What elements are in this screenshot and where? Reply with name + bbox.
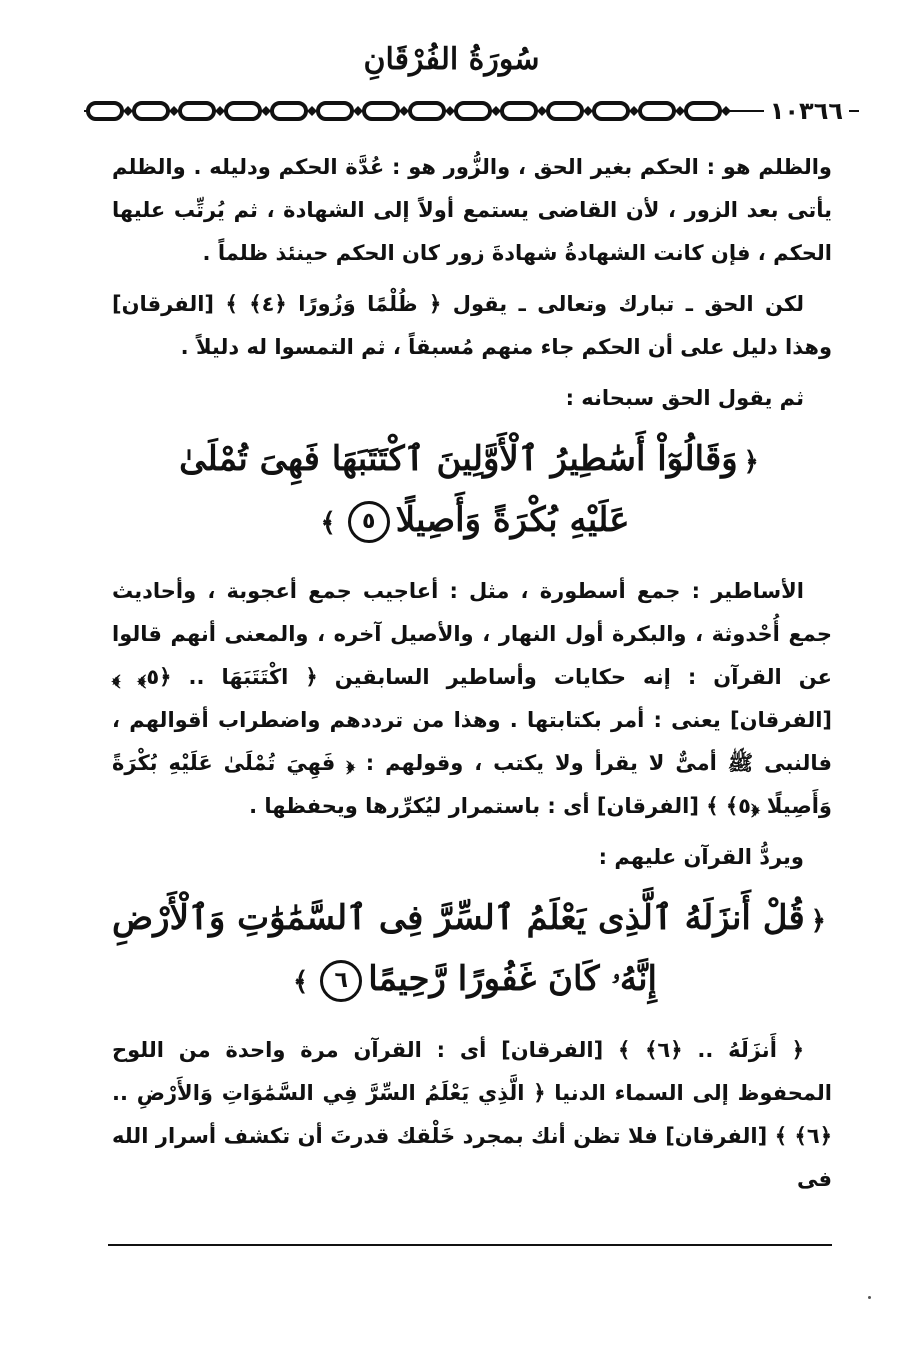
verse-text: عَلَيْهِ بُكْرَةً وَأَصِيلًا	[395, 500, 630, 540]
surah-title: سُورَةُ الفُرْقَانِ	[363, 42, 540, 77]
verse-text: إِنَّهُۥ كَانَ غَفُورًا رَّحِيمًا	[368, 959, 658, 999]
verse-text: وَقَالُوٓاْ أَسَٰطِيرُ ٱلْأَوَّلِينَ ٱكْتَتَبَهَا فَهِىَ تُمْلَىٰ	[179, 439, 738, 479]
paragraph: لكن الحق ـ تبارك وتعالى ـ يقول ﴿ ظُلْمًا وَزُورًا ﴿٤﴾ ﴾ [الفرقان] وهذا دليل على أن الحكم جاء منهم مُسبقاً ، ثم التمسوا له دليلاً .	[112, 292, 832, 359]
footer-divider	[108, 1244, 832, 1246]
paragraph: ويردُّ القرآن عليهم :	[598, 845, 804, 869]
paragraph: والظلم هو : الحكم بغير الحق ، والزُّور هو : عُدَّة الحكم ودليله . والظلم يأتى بعد الزور ، لأن القاضى يستمع أولاً إلى الشهادة ، ثم يُرتِّب عليها الحكم ، فإن كانت الشهادةُ شهادةَ زور كان الحكم حينئذ ظلماً .	[112, 155, 832, 265]
chain-ornament-icon	[84, 96, 859, 126]
verse-close-bracket-icon: ﴾	[320, 508, 336, 538]
page-number: ١٠٣٦٦	[764, 96, 849, 126]
paragraph: الأساطير : جمع أسطورة ، مثل : أعاجيب جمع أعجوبة ، وأحاديث جمع أُحْدوثة ، والبكرة أول النهار ، والأصيل آخره ، والمعنى أنهم قالوا عن القرآن : إنه حكايات وأساطير السابقين ﴿ اكْتَتَبَهَا .. ﴿٥﴾ ﴾ [الفرقان] يعنى : أمر بكتابتها . وهذا من ترددهم واضطراب أقوالهم ، فالنبى ﷺ أمىٌّ لا يقرأ ولا يكتب ، وقولهم : ﴿ فَهِيَ تُمْلَىٰ عَلَيْهِ بُكْرَةً وَأَصِيلًا ﴿٥﴾ ﴾ [الفرقان] أى : باستمرار ليُكرِّرها ويحفظها .	[112, 579, 832, 818]
verse-text: قُلْ أَنزَلَهُ ٱلَّذِى يَعْلَمُ ٱلسِّرَّ فِى ٱلسَّمَٰوَٰتِ وَٱلْأَرْضِ	[112, 898, 805, 938]
paragraph: ﴿ أَنزَلَهُ .. ﴿٦﴾ ﴾ [الفرقان] أى : القرآن مرة واحدة من اللوح المحفوظ إلى السماء الدنيا ﴿ الَّذِي يَعْلَمُ السِّرَّ فِي السَّمَٰوَاتِ وَالأَرْضِ .. ﴿٦﴾ ﴾ [الفرقان] فلا تظن أنك بمجرد خَلْقك قدرتَ أن تكشف أسرار الله فى	[112, 1038, 832, 1191]
verse-open-bracket-icon: ﴿	[810, 906, 826, 936]
verse-open-bracket-icon: ﴿	[743, 447, 759, 477]
verse-line	[112, 950, 832, 1011]
verse-line	[112, 430, 832, 491]
quran-verse-5	[112, 430, 832, 552]
quran-verse-6	[112, 889, 832, 1011]
ayah-number-marker: ٦	[320, 960, 362, 1002]
verse-line	[112, 889, 832, 950]
verse-line	[112, 491, 832, 552]
page-body	[112, 146, 832, 1209]
ornamental-border	[84, 96, 859, 126]
verse-close-bracket-icon: ﴾	[292, 967, 309, 997]
ayah-number-marker: ٥	[348, 501, 390, 543]
paragraph: ثم يقول الحق سبحانه :	[565, 386, 804, 410]
scan-speck	[868, 1296, 871, 1299]
